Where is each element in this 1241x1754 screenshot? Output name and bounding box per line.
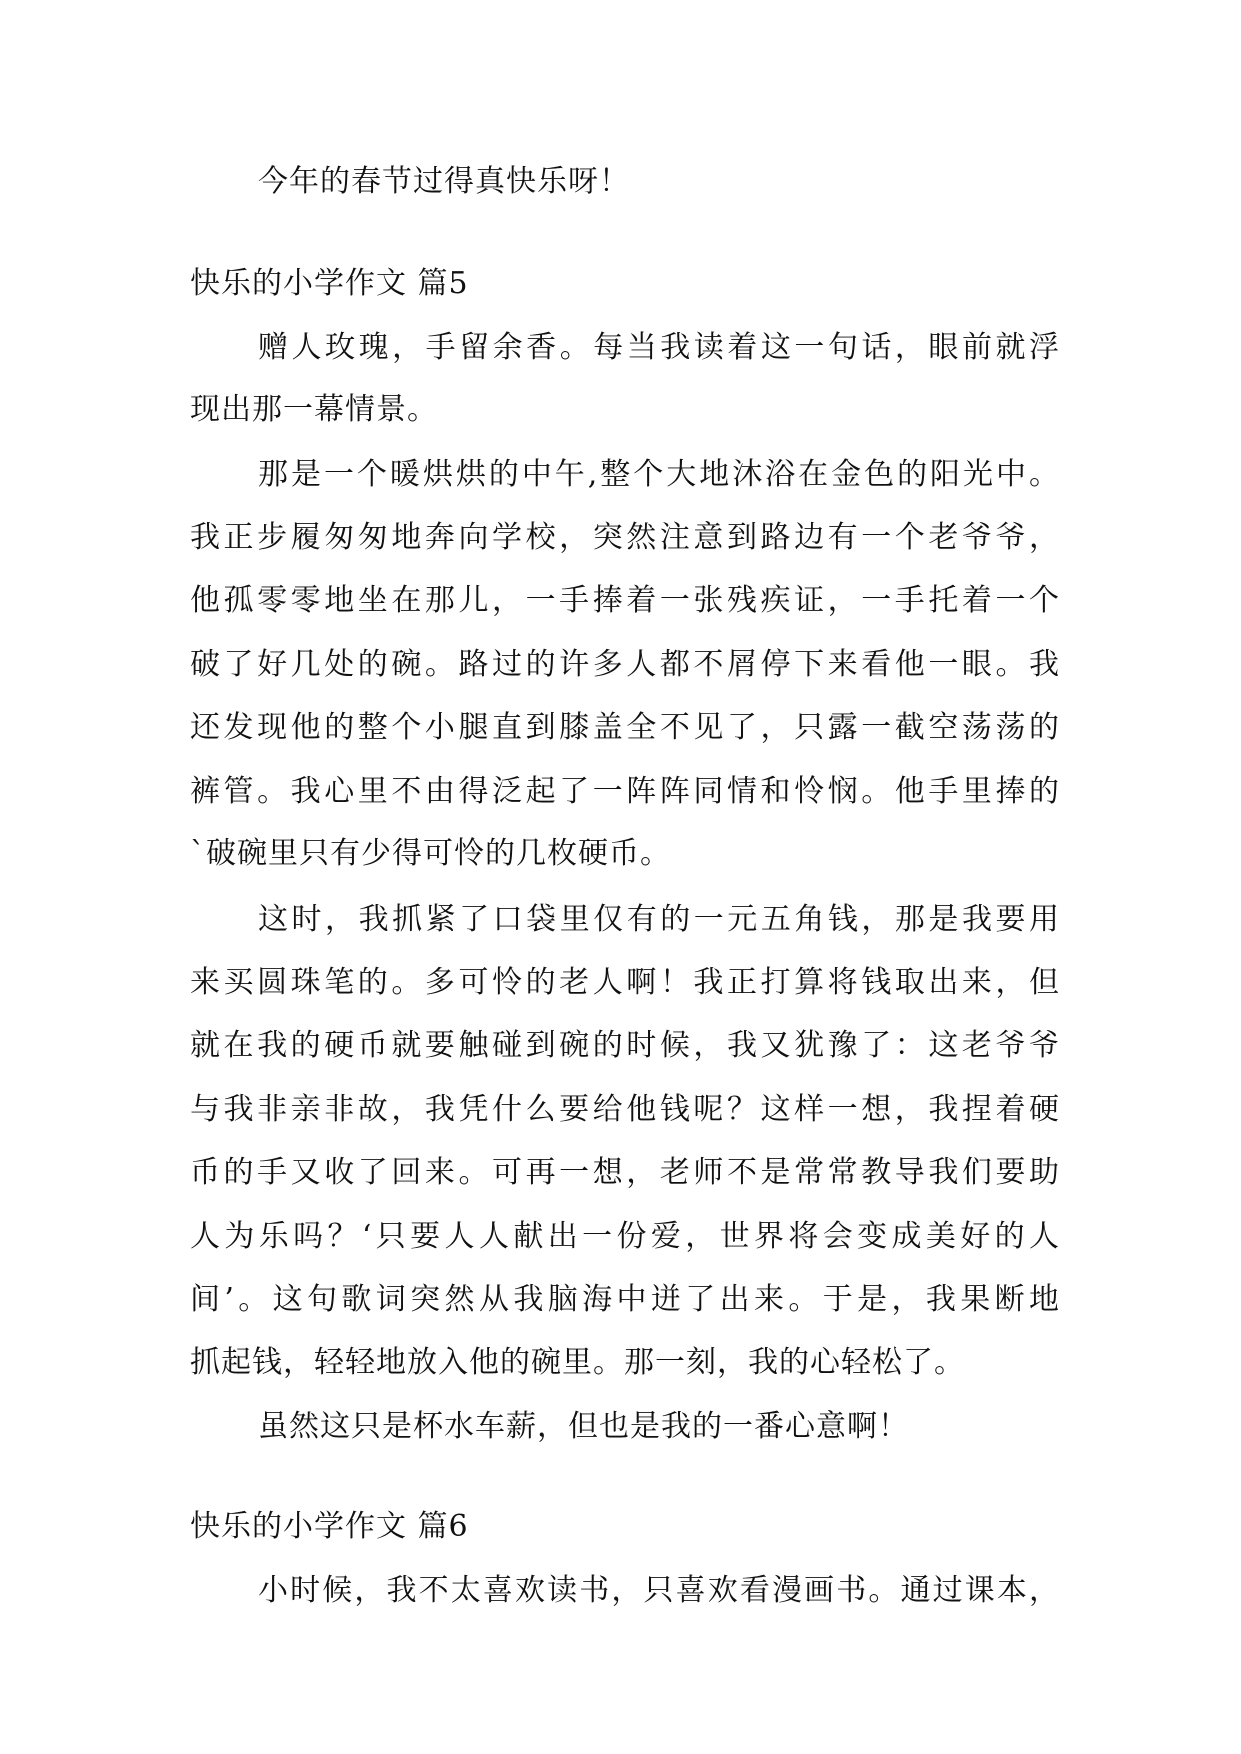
paragraph-line: 我正步履匆匆地奔向学校，突然注意到路边有一个老爷爷， [190,520,1060,555]
paragraph-line: 他孤零零地坐在那儿，一手捧着一张残疾证，一手托着一个 [190,583,1060,618]
section-heading: 快乐的小学作文 篇5 [190,266,469,301]
paragraph-line: 小时候，我不太喜欢读书，只喜欢看漫画书。通过课本， [258,1573,1060,1608]
paragraph-line: 赠人玫瑰，手留余香。每当我读着这一句话，眼前就浮 [258,330,1060,365]
paragraph-line: `破碗里只有少得可怜的几枚硬币。 [190,836,671,871]
paragraph-line: 裤管。我心里不由得泛起了一阵阵同情和怜悯。他手里捧的 [190,774,1060,809]
paragraph-line: 间’。这句歌词突然从我脑海中迸了出来。于是，我果断地 [190,1282,1060,1317]
paragraph-line: 就在我的硬币就要触碰到碗的时候，我又犹豫了：这老爷爷 [190,1028,1060,1063]
paragraph-line: 虽然这只是杯水车薪，但也是我的一番心意啊！ [258,1409,909,1444]
paragraph-line: 抓起钱，轻轻地放入他的碗里。那一刻，我的心轻松了。 [190,1345,965,1380]
paragraph-line: 破了好几处的碗。路过的许多人都不屑停下来看他一眼。我 [190,647,1060,682]
paragraph-line: 今年的春节过得真快乐呀！ [258,164,630,199]
paragraph-line: 币的手又收了回来。可再一想，老师不是常常教导我们要助 [190,1155,1060,1190]
paragraph-line: 这时，我抓紧了口袋里仅有的一元五角钱，那是我要用 [258,902,1060,937]
paragraph-line: 与我非亲非故，我凭什么要给他钱呢？这样一想，我捏着硬 [190,1092,1060,1127]
paragraph-line: 来买圆珠笔的。多可怜的老人啊！我正打算将钱取出来，但 [190,965,1060,1000]
paragraph-line: 人为乐吗？‘只要人人献出一份爱，世界将会变成美好的人 [190,1219,1060,1254]
paragraph-line: 现出那一幕情景。 [190,392,438,427]
section-heading: 快乐的小学作文 篇6 [190,1509,469,1544]
paragraph-line: 还发现他的整个小腿直到膝盖全不见了，只露一截空荡荡的 [190,710,1060,745]
paragraph-line: 那是一个暖烘烘的中午,整个大地沐浴在金色的阳光中。 [258,457,1060,492]
